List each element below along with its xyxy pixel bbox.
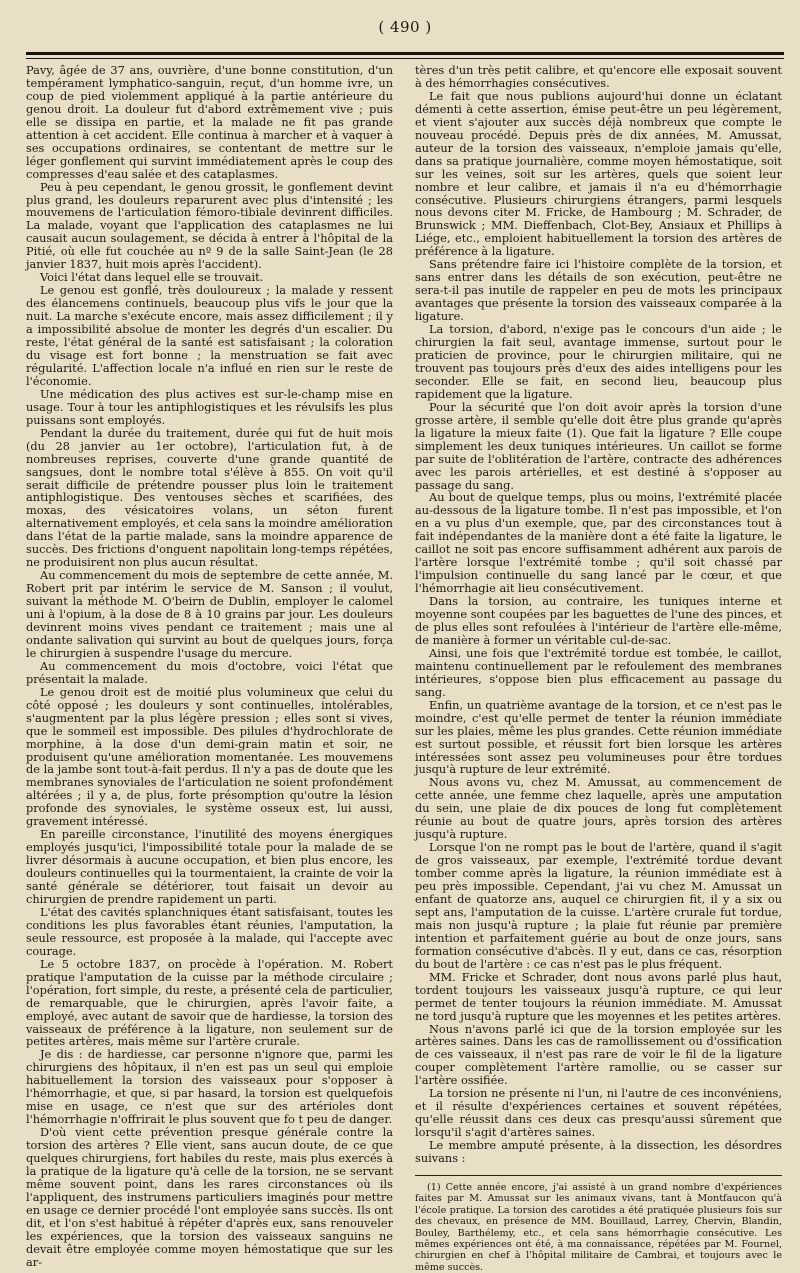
paragraph: En pareille circonstance, l'inutilité des moyens énergiques employés jusqu'ici, l'impossibilité totale pour la malade de se livrer désormais à aucune occupation, et bien plus encore, les douleurs continuelles qui la tourmentaient, la crainte de voir la santé générale se détériorer, tout faisait un devoir au chirurgien de prendre rapidement un parti. [26, 827, 393, 906]
paragraph: Nous n'avons parlé ici que de la torsion employée sur les artères saines. Dans les cas de ramollissement ou d'ossification de ces vaisseaux, il n'est pas rare de voir le fil de la ligature couper complètement l'artère ramollie, ou se casser sur l'artère ossifiée. [415, 1021, 782, 1088]
right-column [415, 64, 782, 1273]
header-rule [26, 52, 784, 55]
paragraph: Peu à peu cependant, le genou grossit, le gonflement devint plus grand, les douleurs reparurent avec plus d'intensité ; les mouvemens de l'articulation fémoro-tibiale devinrent difficiles. La malade, voyant que l'application des cataplasmes ne lui causait aucun soulagement, se décida à entrer à l'hôpital de la Pitié, où elle fut couchée au nº 9 de la salle Saint-Jean (le 28 janvier 1837, huit mois après l'accident). [26, 179, 393, 272]
paragraph: Le genou droit est de moitié plus volumineux que celui du côté opposé ; les douleurs y sont continuelles, intolérables, s'augmentent par la plus légère pression ; elles sont si vives, que le sommeil est impossible. Des pilules d'hydrochlorate de morphine, à la dose d'un demi-grain matin et soir, ne produisent qu'une amélioration momentanée. Les mouvemens de la jambe sont tout-à-fait perdus. Il n'y a pas de doute que les membranes synoviales de l'articulation ne soient profondément altérées ; il y a, de plus, forte présomption qu'outre la lésion profonde des synoviales, le système osseux est, lui aussi, gravement intéressé. [26, 684, 393, 829]
paragraph: Pour la sécurité que l'on doit avoir après la torsion d'une grosse artère, il semble qu'elle doit être plus grande qu'après la ligature la mieux faite (1). Que fait la ligature ? Elle coupe simplement les deux tuniques intérieures. Un caillot se forme par suite de l'oblitération de l'artère, contracte des adhérences avec les parois artérielles, et est destiné à s'opposer au passage du sang. [415, 399, 782, 492]
paragraph: D'où vient cette prévention presque générale contre la torsion des artères ? Elle vient, sans aucun doute, de ce que quelques chirurgiens, fort habiles du reste, mais plus exercés à la pratique de la ligature qu'à celle de la torsion, ne se servant même souvent point, dans les rares circonstances où ils l'appliquent, des instrumens particuliers imaginés pour mettre en usage ce dernier procédé l'ont employée sans succès. Ils ont dit, et l'on s'est habitué à répéter d'après eux, sans renouveler les expériences, que la torsion des vaisseaux sanguins ne devait être employée comme moyen hémostatique que sur les ar- [26, 1125, 393, 1269]
header-rule-thin [26, 58, 784, 59]
paragraph: Au commencement du mois d'octobre, voici l'état que présentait la malade. [26, 658, 393, 686]
paragraph: Dans la torsion, au contraire, les tuniques interne et moyenne sont coupées par les baguettes de l'une des pinces, et de plus elles sont refoulées à l'intérieur de l'artère elle-même, de manière à former un véritable cul-de-sac. [415, 594, 782, 647]
paragraph: Une médication des plus actives est sur-le-champ mise en usage. Tour à tour les antiphlogistiques et les révulsifs les plus puissans sont employés. [26, 386, 393, 427]
paragraph: Je dis : de hardiesse, car personne n'ignore que, parmi les chirurgiens des hôpitaux, il n'en est pas un seul qui emploie habituellement la torsion des vaisseaux pour s'opposer à l'hémorrhagie, et que, si par hasard, la torsion est quelquefois mise en usage, ce n'est que sur des artérioles dont l'hémorrhagie n'offrirait le plus souvent que fo t peu de danger. [26, 1047, 393, 1127]
paragraph: Pendant la durée du traitement, durée qui fut de huit mois (du 28 janvier au 1er octobre), l'articulation fut, à de nombreuses reprises, couverte d'une grande quantité de sangsues, dont le nombre total s'élève à 855. On voit qu'il serait difficile de prétendre pousser plus loin le traitement antiphlogistique. Des ventouses sèches et scarifiées, des moxas, des vésicatoires volans, un séton furent alternativement employés, et cela sans la moindre amélioration dans l'état de la partie malade, sans la moindre apparence de succès. Des frictions d'onguent napolitain long-temps répétées, ne produisirent non plus aucun résultat. [26, 425, 393, 570]
paragraph: Le genou est gonflé, très douloureux ; la malade y ressent des élancemens continuels, beaucoup plus vifs le jour que la nuit. La marche s'exécute encore, mais assez difficilement ; il y a impossibilité absolue de monter les degrés d'un escalier. Du reste, l'état général de la santé est satisfaisant ; la coloration du visage est fort bonne ; la menstruation se fait avec régularité. L'affection locale n'a influé en rien sur le reste de l'économie. [26, 283, 393, 388]
footnote-text: (1) Cette année encore, j'ai assisté à un grand nombre d'expériences faites par M. Amussat sur les animaux vivans, tant à Montfaucon qu'à l'école pratique. La torsion des carotides a été pratiquée plusieurs fois sur des chevaux, en présence de MM. Bouillaud, Larrey, Chervin, Blandin, Bouley, Barthélemy, etc., et cela sans hémorrhagie consécutive. Les mêmes expériences ont été, à ma connaissance, répétées par M. Fournel, chirurgien en chef à l'hôpital militaire de Cambrai, et toujours avec le même succès. [415, 1182, 782, 1273]
paragraph: Le 5 octobre 1837, on procède à l'opération. M. Robert pratique l'amputation de la cuisse par la méthode circulaire ; l'opération, fort simple, du reste, a présenté cela de particulier, de remarquable, que le chirurgien, après l'avoir faite, a employé, avec autant de savoir que de hardiesse, la torsion des vaisseaux de préférence à la ligature, non seulement sur de petites artères, mais même sur l'artère crurale. [26, 956, 393, 1049]
paragraph: Au commencement du mois de septembre de cette année, M. Robert prit par intérim le service de M. Sanson ; il voulut, suivant la méthode M. O'beirn de Dublin, employer le calomel uni à l'opium, à la dose de 8 à 10 grains par jour. Les douleurs devinrent moins vives pendant ce traitement ; mais une al ondante salivation qui survint au bout de quelques jours, força le chirurgien à suspendre l'usage du mercure. [26, 568, 393, 660]
text-columns [26, 64, 784, 1273]
paragraph: L'état des cavités splanchniques étant satisfaisant, toutes les conditions les plus favorables étant réunies, l'amputation, la seule ressource, est proposée à la malade, qui l'accepte avec courage. [26, 904, 393, 958]
paragraph: Au bout de quelque temps, plus ou moins, l'extrémité placée au-dessous de la ligature tombe. Il n'est pas impossible, et l'on en a vu plus d'un exemple, que, par des circonstances tout à fait indépendantes de la manière dont a été faite la ligature, le caillot ne soit pas encore suffisamment adhérent aux parois de l'artère lorsque l'extrémité tombe ; qu'il soit chassé par l'impulsion continuelle du sang lancé par le cœur, et que l'hémorrhagie ait lieu consécutivement. [415, 490, 782, 596]
page-number: ( 490 ) [378, 18, 432, 36]
paragraph: La torsion, d'abord, n'exige pas le concours d'un aide ; le chirurgien la fait seul, avantage immense, surtout pour le praticien de province, pour le chirurgien militaire, qui ne trouvent pas toujours près d'eux des aides intelligens pour les seconder. Elle se fait, en second lieu, beaucoup plus rapidement que la ligature. [415, 322, 782, 401]
paragraph: Nous avons vu, chez M. Amussat, au commencement de cette année, une femme chez laquelle, après une amputation du sein, une plaie de dix pouces de long fut complètement réunie au bout de quatre jours, après torsion des artères jusqu'à rupture. [415, 775, 782, 842]
paragraph: Sans prétendre faire ici l'histoire complète de la torsion, et sans entrer dans les détails de son exécution, peut-être ne sera-t-il pas inutile de rappeler en peu de mots les principaux avantages que présente la torsion des vaisseaux comparée à la ligature. [415, 257, 782, 324]
paragraph: Le fait que nous publions aujourd'hui donne un éclatant démenti à cette assertion, émise peut-être un peu légèrement, et vient s'ajouter aux succès déjà nombreux que compte le nouveau procédé. Depuis près de dix années, M. Amussat, auteur de la torsion des vaisseaux, n'emploie jamais qu'elle, dans sa pratique journalière, comme moyen hémostatique, soit sur les veines, soit sur les artères, quels que soient leur nombre et leur calibre, et jamais il n'a eu d'hémorrhagie consécutive. Plusieurs chirurgiens étrangers, parmi lesquels nous devons citer M. Fricke, de Hambourg ; M. Schrader, de Brunswick ; MM. Dieffenbach, Clot-Bey, Ansiaux et Phillips à Liége, etc., emploient habituellement la torsion des artères de préférence à la ligature. [415, 88, 782, 259]
page-header [26, 18, 784, 48]
left-column [26, 64, 393, 1273]
paragraph: Voici l'état dans lequel elle se trouvait. [40, 270, 264, 285]
paragraph: La torsion ne présente ni l'un, ni l'autre de ces inconvéniens, et il résulte d'expériences certaines et souvent répétées, qu'elle réussit dans ces deux cas presqu'aussi sûrement que lorsqu'il s'agit d'artères saines. [415, 1086, 782, 1140]
paragraph: MM. Fricke et Schrader, dont nous avons parlé plus haut, tordent toujours les vaisseaux jusqu'à rupture, ce qui leur permet de tenter toujours la réunion immédiate. M. Amussat ne tord jusqu'à rupture que les moyennes et les petites artères. [415, 969, 782, 1023]
footnote [415, 1182, 782, 1273]
paragraph: Lorsque l'on ne rompt pas le bout de l'artère, quand il s'agit de gros vaisseaux, par exemple, l'extrémité tordue devant tomber comme après la ligature, la réunion immédiate est à peu près impossible. Cependant, j'ai vu chez M. Amussat un enfant de quatorze ans, auquel ce chirurgien fit, il y a six ou sept ans, l'amputation de la cuisse. L'artère crurale fut tordue, mais non jusqu'à rupture ; la plaie fut réunie par première intention et parfaitement guérie au bout de onze jours, sans formation consécutive d'abcès. Il y eut, dans ce cas, résorption du bout de l'artère : ce cas n'est pas le plus fréquent. [415, 840, 782, 971]
paragraph: tères d'un très petit calibre, et qu'encore elle exposait souvent à des hémorrhagies consécutives. [415, 63, 782, 90]
paragraph: Enfin, un quatrième avantage de la torsion, et ce n'est pas le moindre, c'est qu'elle permet de tenter la réunion immédiate sur les plaies, même les plus grandes. Cette réunion immédiate est surtout possible, et réussit fort bien lorsque les artères intéressées sont assez peu volumineuses pour être tordues jusqu'à rupture de leur extrémité. [415, 697, 782, 777]
paragraph: Le membre amputé présente, à la dissection, les désordres suivans : [415, 1138, 782, 1166]
footnote-rule [415, 1175, 782, 1176]
paragraph: Pavy, âgée de 37 ans, ouvrière, d'une bonne constitution, d'un tempérament lymphatico-sanguin, reçut, d'un homme ivre, un coup de pied violemment appliqué à la partie antérieure du genou droit. La douleur fut d'abord extrêmement vive ; puis elle se dissipa en partie, et la malade ne fit pas grande attention à cet accident. Elle continua à marcher et à vaquer à ses occupations ordinaires, se contentant de mettre sur le léger gonflement qui survint immédiatement après le coup des compresses d'eau salée et des cataplasmes. [26, 63, 393, 181]
paragraph: Ainsi, une fois que l'extrémité tordue est tombée, le caillot, maintenu continuellement par le refoulement des membranes intérieures, s'oppose bien plus efficacement au passage du sang. [415, 645, 782, 699]
